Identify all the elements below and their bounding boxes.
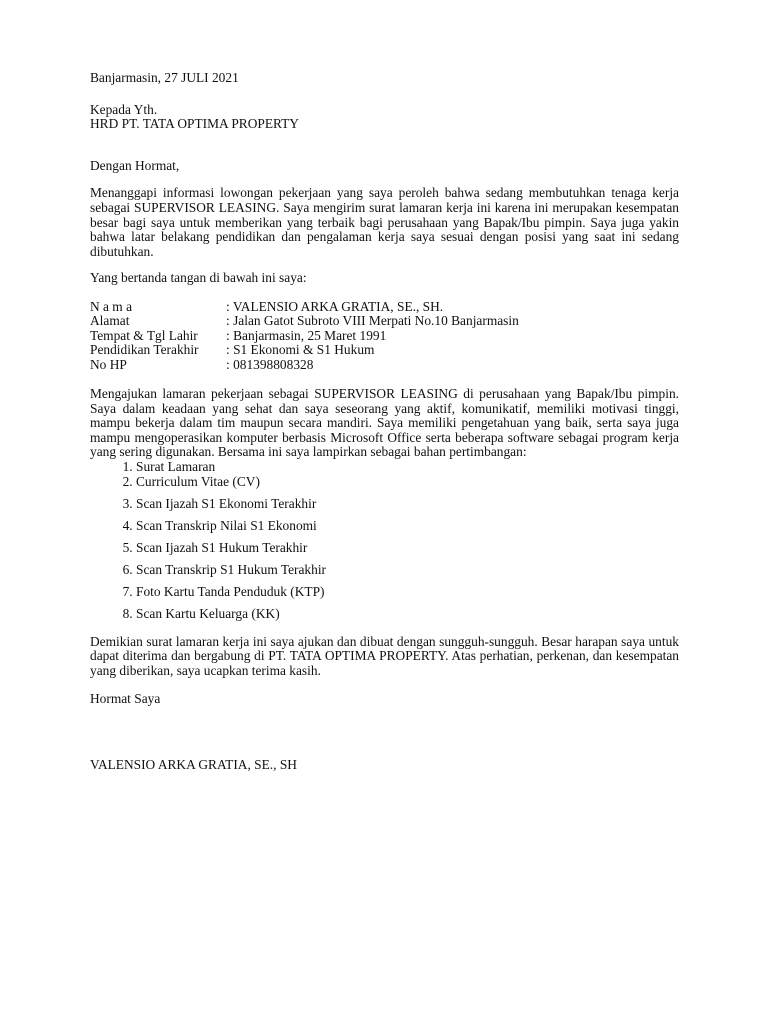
identity-label: N a m a [90, 298, 133, 314]
attachment-item: 2. Curriculum Vitae (CV) [136, 475, 679, 490]
cover-letter [90, 71, 679, 773]
attachment-item: 5. Scan Ijazah S1 Hukum Terakhir [136, 541, 679, 556]
salutation: Dengan Hormat, [90, 157, 180, 173]
attachment-item: 4. Scan Transkrip Nilai S1 Ekonomi [136, 519, 679, 534]
recipient-line-2: HRD PT. TATA OPTIMA PROPERTY [90, 116, 299, 132]
recipient-line-1: Kepada Yth. [90, 101, 158, 117]
identity-row [90, 343, 519, 357]
identity-row [90, 300, 519, 314]
identity-label: Tempat & Tgl Lahir [90, 327, 198, 343]
identity-intro: Yang bertanda tangan di bawah ini saya: [90, 270, 307, 286]
identity-label: Pendidikan Terakhir [90, 342, 199, 358]
identity-table [90, 300, 519, 372]
recipient-block [90, 103, 679, 132]
identity-row [90, 329, 519, 343]
identity-label: No HP [90, 356, 127, 372]
closing-greeting: Hormat Saya [90, 691, 161, 707]
identity-value: : Jalan Gatot Subroto VIII Merpati No.10 Banjarmasin [226, 313, 519, 329]
attachment-item: 3. Scan Ijazah S1 Ekonomi Terakhir [136, 497, 679, 512]
signature-name: VALENSIO ARKA GRATIA, SE., SH [90, 757, 297, 773]
opening-paragraph: Menanggapi informasi lowongan pekerjaan yang saya peroleh bahwa sedang membutuhkan tenaga kerja sebagai SUPERVISOR LEASING. Saya mengirim surat lamaran kerja ini karena ini merupakan kesempatan besar bagi saya untuk memberikan yang terbaik bagi perusahaan yang Bapak/Ibu pimpin. Saya juga yakin bahwa latar belakang pendidikan dan pengalaman kerja saya sesuai dengan posisi yang saat ini sedang dibutuhkan. [90, 185, 679, 259]
closing-paragraph: Demikian surat lamaran kerja ini saya ajukan dan dibuat dengan sungguh-sungguh. Besar harapan saya untuk dapat diterima dan bergabung di PT. TATA OPTIMA PROPERTY. Atas perhatian, perkenan, dan kesempatan yang diberikan, saya ucapkan terima kasih. [90, 633, 679, 678]
attachment-item: 1. Surat Lamaran [136, 460, 679, 475]
identity-value: : S1 Ekonomi & S1 Hukum [226, 342, 375, 358]
identity-label: Alamat [90, 313, 130, 329]
identity-value: : 081398808328 [226, 356, 314, 372]
attachment-item: 7. Foto Kartu Tanda Penduduk (KTP) [136, 585, 679, 600]
attachment-item: 6. Scan Transkrip S1 Hukum Terakhir [136, 563, 679, 578]
letter-date: Banjarmasin, 27 JULI 2021 [90, 70, 239, 85]
identity-row [90, 314, 519, 328]
application-paragraph: Mengajukan lamaran pekerjaan sebagai SUPERVISOR LEASING di perusahaan yang Bapak/Ibu pimpin. Saya dalam keadaan yang sehat dan saya seseorang yang aktif, komunikatif, memiliki motivasi tinggi, mampu bekerja dalam tim maupun secara mandiri. Saya memiliki pengetahuan yang baik, serta saya juga mampu mengoperasikan komputer berbasis Microsoft Office serta beberapa software sebagai program kerja yang sering digunakan. Bersama ini saya lampirkan sebagai bahan pertimbangan: [90, 385, 679, 460]
attachment-item: 8. Scan Kartu Keluarga (KK) [136, 607, 679, 622]
identity-value: : VALENSIO ARKA GRATIA, SE., SH. [226, 298, 444, 314]
identity-value: : Banjarmasin, 25 Maret 1991 [226, 327, 387, 343]
identity-row [90, 358, 519, 372]
attachment-list [90, 460, 679, 622]
